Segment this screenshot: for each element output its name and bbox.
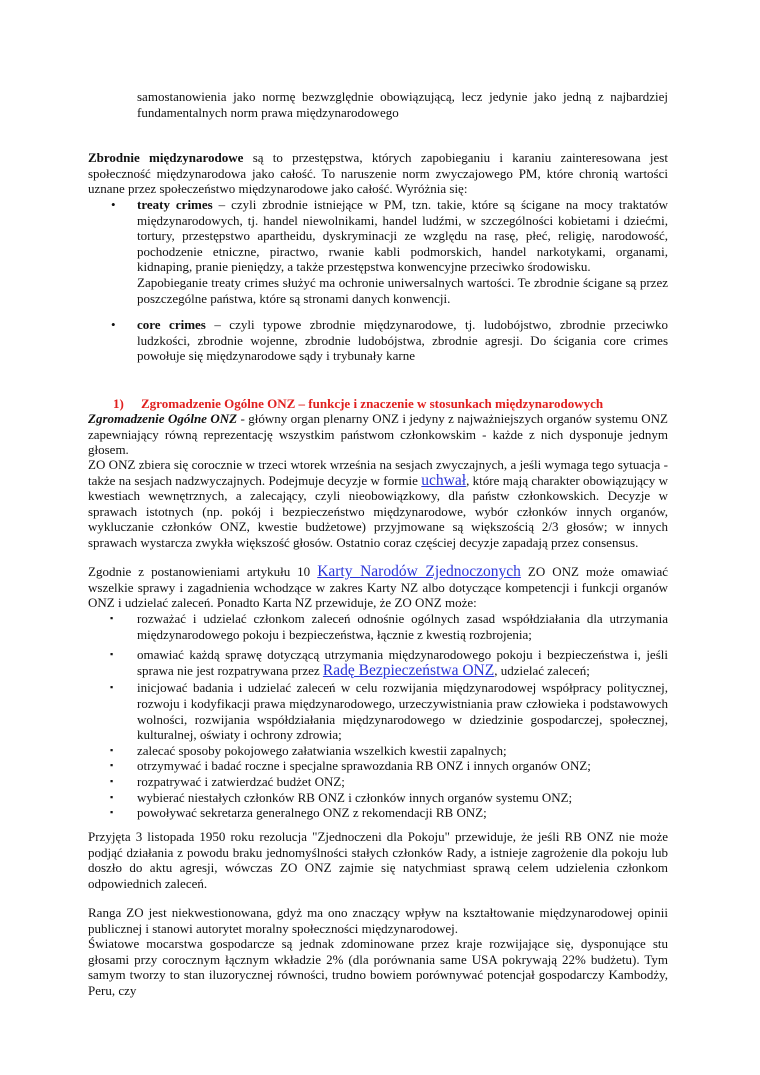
bullet-square-icon: ▪: [110, 775, 114, 786]
ga-definition-text: - główny organ plenarny ONZ i jedyny z najważniejszych organów systemu ONZ zapewniający równą reprezentację wszystkim państwom członkowskim - każde z nich dysponuje jednym głosem.: [88, 411, 668, 458]
crimes-term: Zbrodnie międzynarodowe: [88, 150, 244, 165]
charter-text-1: Zgodnie z postanowieniami artykułu 10: [88, 564, 318, 579]
bullet-square-icon: ▪: [110, 744, 114, 755]
bullet-square-icon: ▪: [110, 760, 114, 771]
uchwal-link[interactable]: uchwał: [421, 471, 467, 489]
list-item-power-7: [110, 789, 668, 806]
treaty-crimes-text: – czyli zbrodnie istniejące w PM, tzn. takie, które są ścigane na mocy traktatów międzynarodowych, tj. handel niewolnikami, handel ludźmi, w szczególności kobietami i dziećmi, tortury, przestępstwo apartheidu, dyskryminacji ze względu na rasę, płeć, religię, narodowość, pochodzenie etniczne, piractwo, rwanie kabli podmorskich, handel narkotykami, organami, kidnaping, pranie pieniędzy, a także przestępstwa konwencyjne przeciwko środowisku.: [137, 197, 668, 275]
un-charter-link[interactable]: Karty Narodów Zjednoczonych: [317, 563, 521, 580]
power-text: rozpatrywać i zatwierdzać budżet ONZ;: [137, 773, 345, 789]
treaty-crimes-term: treaty crimes: [137, 197, 213, 212]
charter-article-paragraph: [88, 564, 668, 611]
list-item-power-6: [110, 773, 668, 790]
crimes-definition-paragraph: [88, 150, 668, 197]
bullet-square-icon: ▪: [110, 791, 114, 802]
power-text: zalecać sposoby pokojowego załatwiania wszelkich kwestii zapalnych;: [137, 742, 507, 758]
security-council-link[interactable]: Radę Bezpieczeństwa ONZ: [322, 661, 495, 679]
power-text: powoływać sekretarza generalnego ONZ z rekomendacji RB ONZ;: [137, 805, 487, 821]
list-item-power-8: [110, 805, 668, 821]
ga-powers-list: [110, 611, 668, 821]
bullet-square-icon: ▪: [110, 613, 114, 623]
section-heading-text: Zgromadzenie Ogólne ONZ – funkcje i znaczenie w stosunkach międzynarodowych: [141, 396, 604, 411]
ga-rank-paragraph: [88, 905, 668, 936]
crimes-list: [111, 197, 668, 306]
ga-sessions-text-1: ZO ONZ zbiera się corocznie w trzeci wtorek września na sesjach zwyczajnych, a jeśli wymaga tego sytuacja - także na sesjach nadzwyczajnych. Podejmuje decyzje w formie: [88, 457, 668, 488]
power-text: wybierać niestałych członków RB ONZ i członków innych organów systemu ONZ;: [137, 789, 573, 805]
list-item-power-3: [110, 680, 668, 743]
power-text: otrzymywać i badać roczne i specjalne sprawozdania RB ONZ i innych organów ONZ;: [137, 758, 591, 774]
power-text: rozważać i udzielać członkom zaleceń odnośnie ogólnych zasad współdziałania dla utrzymania międzynarodowego pokoju i bezpieczeństwa, łącznie z kwestią rozbrojenia;: [137, 611, 668, 642]
treaty-crimes-note: Zapobieganie treaty crimes służyć ma ochronie uniwersalnych wartości. Te zbrodnie ścigane są przez poszczególne państwa, które są stronami danych konwencji.: [137, 274, 668, 306]
section-heading: [113, 396, 673, 412]
list-item-core-crimes: [111, 317, 668, 364]
power-text: inicjować badania i udzielać zaleceń w celu rozwijania międzynarodowej współpracy politycznej, rozwoju i kodyfikacji prawa międzynarodowego, urzeczywistniania praw człowieka i podstawowych wolności, rozwijania współdziałania międzynarodowego w dziedzinie gospodarczej, społecznej, kulturalnej, oświaty i ochrony zdrowia;: [137, 680, 668, 743]
bullet-square-icon: ▪: [110, 682, 114, 693]
uniting-for-peace-paragraph: [88, 829, 668, 891]
uniting-for-peace-text: Przyjęta 3 listopada 1950 roku rezolucja "Zjednoczeni dla Pokoju" przewiduje, że jeśli RB ONZ nie może podjąć działania z powodu braku jednomyślności stałych członków Rady, a istnieje zagrożenie dla pokoju lub doszło do aktu agresji, wówczas ZO ONZ zajmie się natychmiast sprawą celem udzielenia członkom odpowiednich zaleceń.: [88, 829, 668, 891]
crimes-definition-text: są to przestępstwa, których zapobieganiu i karaniu zainteresowana jest społeczność międzynarodowa jako całość. To naruszenie norm zwyczajowego PM, które chronią wartości uznane przez społeczeństwo międzynarodowe jako całość. Wyróżnia się:: [88, 150, 668, 197]
list-item-treaty-crimes: [111, 197, 668, 306]
intro-continuation-paragraph: [137, 89, 668, 120]
ga-definition-paragraph: [88, 411, 668, 458]
list-item-power-5: [110, 758, 668, 774]
list-item-power-2: [110, 647, 668, 679]
section-heading-number: 1): [113, 396, 124, 411]
intro-continuation-text: samostanowienia jako normę bezwzględnie obowiązującą, lecz jedynie jako jedną z najbardziej fundamentalnych norm prawa międzynarodowego: [137, 89, 668, 120]
charter-text-2: ZO ONZ może omawiać wszelkie sprawy i zagadnienia wchodzące w zakres Karty NZ albo dotyczące kompetencji i funkcji organów ONZ i udzielać zaleceń. Ponadto Karta NZ przewiduje, że ZO ONZ może:: [88, 564, 669, 611]
power-text: omawiać każdą sprawę dotyczącą utrzymania międzynarodowego pokoju i bezpieczeństwa i, jeśli sprawa nie jest rozpatrywana przez: [137, 647, 668, 678]
bullet-square-icon: ▪: [110, 649, 114, 660]
list-item-power-4: [110, 742, 668, 759]
ga-sessions-text-2: , które mają charakter obowiązujący w kwestiach wewnętrznych, a zalecający, czyli nieobowiązkowy, dla państw członkowskich. Decyzje w sprawach istotnych (np. pokój i bezpieczeństwo międzynarodowe, wybór członków innych organów, wykluczanie członków ONZ, kwestie budżetowe) przyjmowane są większością 2/3 głosów; w innych sprawach wystarcza zwykła większość głosów. Ostatnio coraz częściej decyzje zapadają przez consensus.: [88, 472, 668, 550]
ga-rank-text: Ranga ZO jest niekwestionowana, gdyż ma ono znaczący wpływ na kształtowanie międzynarodowej opinii publicznej i stanowi autorytet moralny społeczności międzynarodowej.: [88, 905, 668, 936]
core-crimes-text: – czyli typowe zbrodnie międzynarodowe, tj. ludobójstwo, zbrodnie przeciwko ludzkości, zbrodnie wojenne, zbrodnie ludobójstwa, zbrodnie agresji. Do ścigania core crimes powołuje się międzynarodowe sądy i trybunały karne: [137, 317, 668, 364]
economic-powers-text: Światowe mocarstwa gospodarcze są jednak zdominowane przez kraje rozwijające się, dysponujące stu głosami przy corocznym łącznym wkładzie 2% (dla porównania same USA pokrywają 22% budżetu). Tym samym tworzy to stan iluzorycznej równości, trudno bowiem porównywać potencjał gospodarczy Kambodży, Peru, czy: [88, 936, 668, 998]
economic-powers-paragraph: [88, 936, 668, 998]
list-item-power-1: [110, 611, 668, 642]
ga-term: Zgromadzenie Ogólne ONZ: [88, 411, 238, 426]
power-text: , udzielać zaleceń;: [494, 662, 590, 678]
bullet-dot-icon: •: [111, 197, 116, 212]
bullet-dot-icon: •: [111, 317, 116, 332]
bullet-square-icon: ▪: [110, 807, 114, 818]
core-crimes-term: core crimes: [137, 317, 206, 332]
crimes-list-2: [111, 317, 668, 364]
ga-sessions-paragraph: [88, 457, 668, 551]
